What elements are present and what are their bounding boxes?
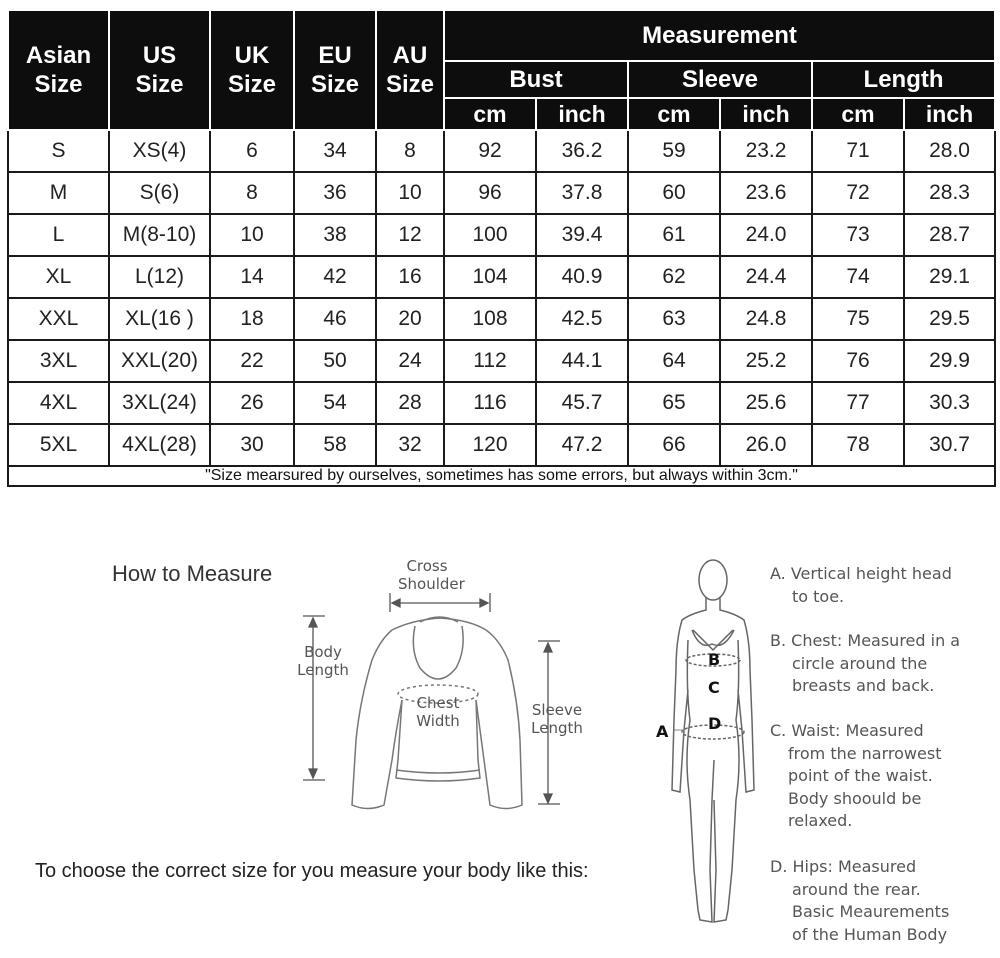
- size-cell: 25.2: [720, 340, 812, 382]
- size-cell: 92: [444, 130, 536, 172]
- note-a: A. Vertical height head to toe.: [770, 564, 952, 606]
- size-cell: 4XL(28): [109, 424, 210, 466]
- size-cell: 16: [376, 256, 444, 298]
- size-cell: 12: [376, 214, 444, 256]
- sleeve-length-label: Sleeve Length: [531, 701, 583, 737]
- size-cell: 78: [812, 424, 904, 466]
- size-cell: 42: [294, 256, 376, 298]
- size-cell: 46: [294, 298, 376, 340]
- size-cell: 30.3: [904, 382, 995, 424]
- size-cell: 6: [210, 130, 294, 172]
- note-c: C. Waist: Measured from the narrowest point of the waist. Body shoould be relaxed.: [770, 721, 942, 831]
- size-cell: 37.8: [536, 172, 628, 214]
- size-cell: 26: [210, 382, 294, 424]
- size-cell: M(8-10): [109, 214, 210, 256]
- size-cell: XS(4): [109, 130, 210, 172]
- size-cell: 75: [812, 298, 904, 340]
- header-unit: cm: [628, 98, 720, 130]
- size-cell: 62: [628, 256, 720, 298]
- header-eu-size: EU Size: [294, 10, 376, 130]
- size-cell: 3XL: [8, 340, 109, 382]
- size-cell: 24.8: [720, 298, 812, 340]
- size-cell: 23.2: [720, 130, 812, 172]
- header-unit: inch: [904, 98, 995, 130]
- letter-b: B: [708, 650, 721, 669]
- size-cell: 54: [294, 382, 376, 424]
- size-cell: 44.1: [536, 340, 628, 382]
- size-cell: 112: [444, 340, 536, 382]
- measurement-note: "Size mearsured by ourselves, sometimes has some errors, but always within 3cm.": [8, 466, 995, 486]
- size-cell: 28.3: [904, 172, 995, 214]
- how-to-measure-title: How to Measure: [112, 561, 273, 586]
- size-cell: 45.7: [536, 382, 628, 424]
- size-cell: L(12): [109, 256, 210, 298]
- size-cell: 28.0: [904, 130, 995, 172]
- size-cell: 47.2: [536, 424, 628, 466]
- header-uk-size: UK Size: [210, 10, 294, 130]
- size-cell: 34: [294, 130, 376, 172]
- size-cell: 74: [812, 256, 904, 298]
- size-cell: 29.9: [904, 340, 995, 382]
- size-cell: 26.0: [720, 424, 812, 466]
- size-cell: 36: [294, 172, 376, 214]
- size-cell: 10: [210, 214, 294, 256]
- size-cell: 120: [444, 424, 536, 466]
- size-cell: 24.0: [720, 214, 812, 256]
- size-cell: 39.4: [536, 214, 628, 256]
- note-b: B. Chest: Measured in a circle around the breasts and back.: [770, 631, 961, 696]
- size-cell: 8: [376, 130, 444, 172]
- size-cell: 108: [444, 298, 536, 340]
- header-bust: Bust: [444, 61, 628, 98]
- size-cell: 30.7: [904, 424, 995, 466]
- cross-shoulder-label: Cross Shoulder: [398, 557, 465, 593]
- size-cell: 58: [294, 424, 376, 466]
- size-cell: 61: [628, 214, 720, 256]
- size-cell: XL(16 ): [109, 298, 210, 340]
- size-cell: 24: [376, 340, 444, 382]
- size-cell: 59: [628, 130, 720, 172]
- header-unit: inch: [536, 98, 628, 130]
- size-cell: 36.2: [536, 130, 628, 172]
- size-cell: 28: [376, 382, 444, 424]
- note-d: D. Hips: Measured around the rear. Basic Meaurements of the Human Body: [770, 857, 950, 944]
- header-asian-size: Asian Size: [8, 10, 109, 130]
- letter-d: D: [708, 714, 722, 733]
- size-cell: 25.6: [720, 382, 812, 424]
- choose-size-instruction: To choose the correct size for you measure your body like this:: [35, 860, 589, 882]
- size-cell: 42.5: [536, 298, 628, 340]
- header-measurement: Measurement: [444, 10, 995, 61]
- size-cell: 76: [812, 340, 904, 382]
- header-length: Length: [812, 61, 995, 98]
- header-us-size: US Size: [109, 10, 210, 130]
- size-cell: 63: [628, 298, 720, 340]
- size-cell: 14: [210, 256, 294, 298]
- size-cell: 40.9: [536, 256, 628, 298]
- letter-c: C: [708, 678, 720, 697]
- size-cell: XXL: [8, 298, 109, 340]
- size-cell: 66: [628, 424, 720, 466]
- size-cell: 65: [628, 382, 720, 424]
- size-cell: 64: [628, 340, 720, 382]
- size-cell: 116: [444, 382, 536, 424]
- human-body-icon: [672, 560, 754, 922]
- header-au-size: AU Size: [376, 10, 444, 130]
- size-cell: S: [8, 130, 109, 172]
- size-cell: 18: [210, 298, 294, 340]
- size-cell: 28.7: [904, 214, 995, 256]
- size-cell: 29.5: [904, 298, 995, 340]
- size-cell: 96: [444, 172, 536, 214]
- size-cell: M: [8, 172, 109, 214]
- size-cell: 3XL(24): [109, 382, 210, 424]
- letter-a: A: [656, 722, 669, 741]
- size-cell: 73: [812, 214, 904, 256]
- size-cell: 24.4: [720, 256, 812, 298]
- size-cell: XL: [8, 256, 109, 298]
- size-cell: 32: [376, 424, 444, 466]
- size-cell: 29.1: [904, 256, 995, 298]
- size-cell: 5XL: [8, 424, 109, 466]
- header-sleeve: Sleeve: [628, 61, 812, 98]
- size-cell: S(6): [109, 172, 210, 214]
- size-cell: 22: [210, 340, 294, 382]
- size-cell: L: [8, 214, 109, 256]
- size-cell: 60: [628, 172, 720, 214]
- size-cell: XXL(20): [109, 340, 210, 382]
- header-unit: cm: [812, 98, 904, 130]
- size-cell: 71: [812, 130, 904, 172]
- size-cell: 4XL: [8, 382, 109, 424]
- size-cell: 38: [294, 214, 376, 256]
- chest-width-label: Chest Width: [416, 694, 460, 730]
- header-unit: cm: [444, 98, 536, 130]
- size-cell: 72: [812, 172, 904, 214]
- size-cell: 23.6: [720, 172, 812, 214]
- size-cell: 8: [210, 172, 294, 214]
- size-cell: 104: [444, 256, 536, 298]
- size-cell: 100: [444, 214, 536, 256]
- size-cell: 50: [294, 340, 376, 382]
- size-cell: 77: [812, 382, 904, 424]
- size-cell: 20: [376, 298, 444, 340]
- size-cell: 30: [210, 424, 294, 466]
- header-unit: inch: [720, 98, 812, 130]
- size-cell: 10: [376, 172, 444, 214]
- body-length-label: Body Length: [297, 643, 349, 679]
